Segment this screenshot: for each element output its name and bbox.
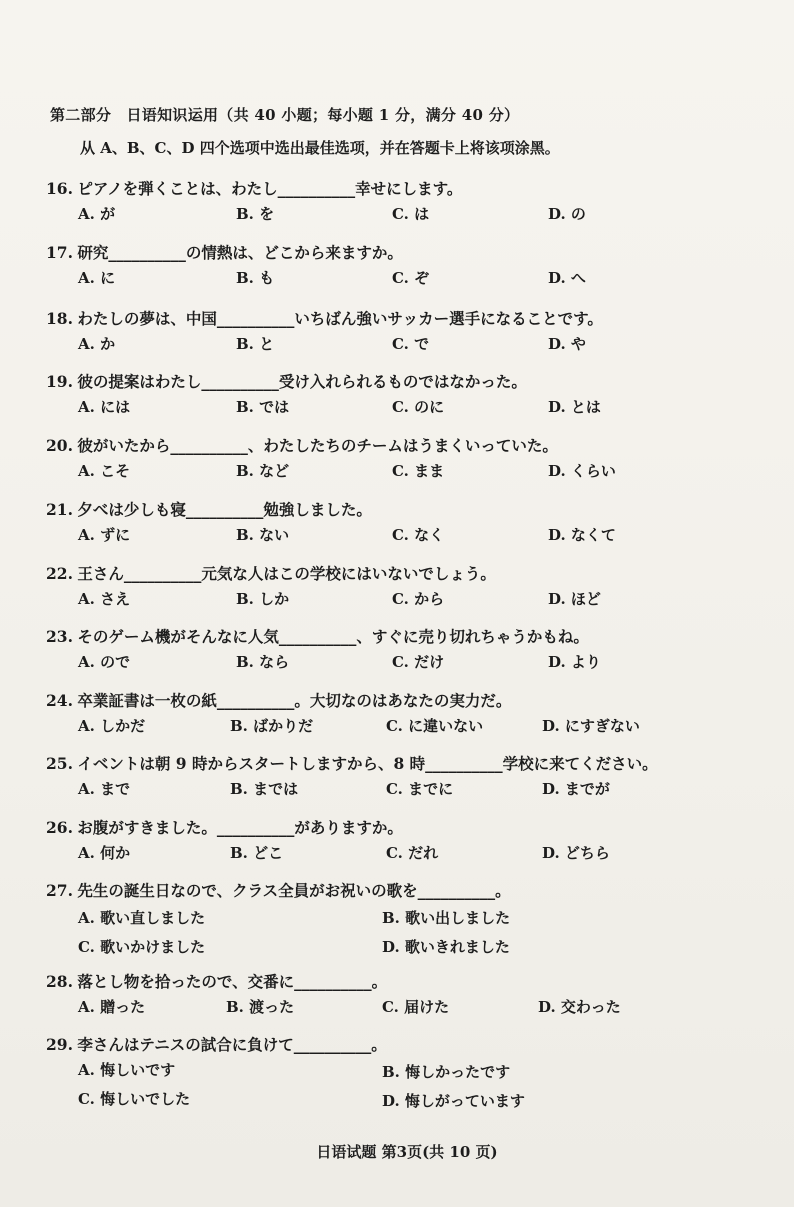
- question-number: 17.: [46, 243, 73, 262]
- question-stem: 李さんはテニスの試合に負けて__________。: [77, 1035, 387, 1054]
- option-c: C. に違いない: [386, 717, 484, 735]
- option-c: C. だけ: [392, 653, 445, 671]
- option-b: B. 歌い出しました: [382, 909, 511, 927]
- question-19: [46, 370, 766, 420]
- option-a: A. 悔しいです: [78, 1061, 176, 1079]
- question-number: 21.: [46, 500, 73, 519]
- option-b: B. 渡った: [226, 998, 295, 1016]
- option-c: C. で: [392, 335, 430, 353]
- question-stem: 夕べは少しも寝__________勉強しました。: [77, 500, 372, 519]
- question-26: [46, 816, 766, 866]
- question-16: [46, 177, 766, 227]
- question-22: [46, 562, 766, 612]
- option-a: A. 何か: [78, 844, 131, 862]
- question-stem: わたしの夢は、中国__________いちばん強いサッカー選手になることです。: [77, 309, 603, 328]
- option-b: B. なら: [236, 653, 290, 671]
- option-a: A. まで: [78, 780, 131, 798]
- option-c: C. 届けた: [382, 998, 450, 1016]
- option-d: D. までが: [542, 780, 610, 798]
- option-b: B. を: [236, 205, 275, 223]
- question-number: 28.: [46, 972, 73, 991]
- question-27: [46, 879, 766, 961]
- question-number: 24.: [46, 691, 73, 710]
- question-number: 23.: [46, 627, 73, 646]
- option-c: C. は: [392, 205, 430, 223]
- option-a: A. 歌い直しました: [78, 909, 206, 927]
- question-number: 29.: [46, 1035, 73, 1054]
- question-number: 27.: [46, 881, 73, 900]
- option-a: A. ずに: [78, 526, 131, 544]
- option-c: C. から: [392, 590, 445, 608]
- page-footer: 日语试题 第3页(共 10 页): [316, 1143, 498, 1161]
- question-stem: お腹がすきました。__________がありますか。: [77, 818, 403, 837]
- option-d: D. より: [548, 653, 601, 671]
- option-a: A. が: [78, 205, 116, 223]
- question-number: 22.: [46, 564, 73, 583]
- option-b: B. しか: [236, 590, 290, 608]
- option-d: D. とは: [548, 398, 601, 416]
- question-29: [46, 1033, 766, 1115]
- option-a: A. に: [78, 269, 116, 287]
- option-b: B. ない: [236, 526, 290, 544]
- option-d: D. くらい: [548, 462, 616, 480]
- option-d: D. なくて: [548, 526, 616, 544]
- option-b: B. どこ: [230, 844, 284, 862]
- option-b: B. も: [236, 269, 275, 287]
- question-24: [46, 689, 766, 739]
- question-stem: 彼の提案はわたし__________受け入れられるものではなかった。: [77, 372, 527, 391]
- option-c: C. 歌いかけました: [78, 938, 206, 956]
- option-b: B. ばかりだ: [230, 717, 314, 735]
- option-d: D. 歌いきれました: [382, 938, 510, 956]
- question-number: 26.: [46, 818, 73, 837]
- section-header: 第二部分 日语知识运用（共 40 小题；每小题 1 分，满分 40 分）: [50, 106, 520, 124]
- option-c: C. まま: [392, 462, 445, 480]
- question-number: 18.: [46, 309, 73, 328]
- question-stem: 落とし物を拾ったので、交番に__________。: [77, 972, 388, 991]
- question-stem: イベントは朝 9 時からスタートしますから、8 時__________学校に来てください。: [77, 754, 658, 773]
- question-stem: 研究__________の情熱は、どこから来ますか。: [77, 243, 403, 262]
- question-stem: ピアノを弾くことは、わたし__________幸せにします。: [77, 179, 463, 198]
- question-stem: 王さん__________元気な人はこの学校にはいないでしょう。: [77, 564, 496, 583]
- question-stem: 卒業証書は一枚の紙__________。大切なのはあなたの実力だ。: [77, 691, 512, 710]
- question-17: [46, 241, 766, 291]
- option-b: B. では: [236, 398, 290, 416]
- question-number: 19.: [46, 372, 73, 391]
- option-b: B. 悔しかったです: [382, 1063, 511, 1081]
- option-c: C. までに: [386, 780, 454, 798]
- option-a: A. ので: [78, 653, 131, 671]
- option-c: C. ぞ: [392, 269, 430, 287]
- option-d: D. にすぎない: [542, 717, 640, 735]
- option-c: C. なく: [392, 526, 445, 544]
- question-number: 20.: [46, 436, 73, 455]
- option-b: B. など: [236, 462, 290, 480]
- option-d: D. や: [548, 335, 586, 353]
- option-b: B. までは: [230, 780, 299, 798]
- option-a: A. さえ: [78, 590, 131, 608]
- option-a: A. 贈った: [78, 998, 146, 1016]
- question-number: 16.: [46, 179, 73, 198]
- option-a: A. しかだ: [78, 717, 146, 735]
- option-c: C. のに: [392, 398, 445, 416]
- option-a: A. には: [78, 398, 131, 416]
- question-20: [46, 434, 766, 484]
- question-stem: 彼がいたから__________、わたしたちのチームはうまくいっていた。: [77, 436, 558, 455]
- option-d: D. へ: [548, 269, 586, 287]
- question-stem: 先生の誕生日なので、クラス全員がお祝いの歌を__________。: [77, 881, 511, 900]
- question-stem: そのゲーム機がそんなに人気__________、すぐに売り切れちゃうかもね。: [77, 627, 589, 646]
- option-d: D. の: [548, 205, 586, 223]
- option-c: C. だれ: [386, 844, 439, 862]
- option-b: B. と: [236, 335, 275, 353]
- option-d: D. 交わった: [538, 998, 621, 1016]
- question-23: [46, 625, 766, 675]
- question-18: [46, 307, 766, 357]
- question-number: 25.: [46, 754, 73, 773]
- option-d: D. 悔しがっています: [382, 1092, 525, 1110]
- instruction-text: 从 A、B、C、D 四个选项中选出最佳选项，并在答题卡上将该项涂黑。: [80, 139, 560, 157]
- option-d: D. どちら: [542, 844, 610, 862]
- question-21: [46, 498, 766, 548]
- option-a: A. か: [78, 335, 116, 353]
- question-25: [46, 752, 766, 802]
- option-d: D. ほど: [548, 590, 601, 608]
- option-c: C. 悔しいでした: [78, 1090, 191, 1108]
- question-28: [46, 970, 766, 1020]
- option-a: A. こそ: [78, 462, 131, 480]
